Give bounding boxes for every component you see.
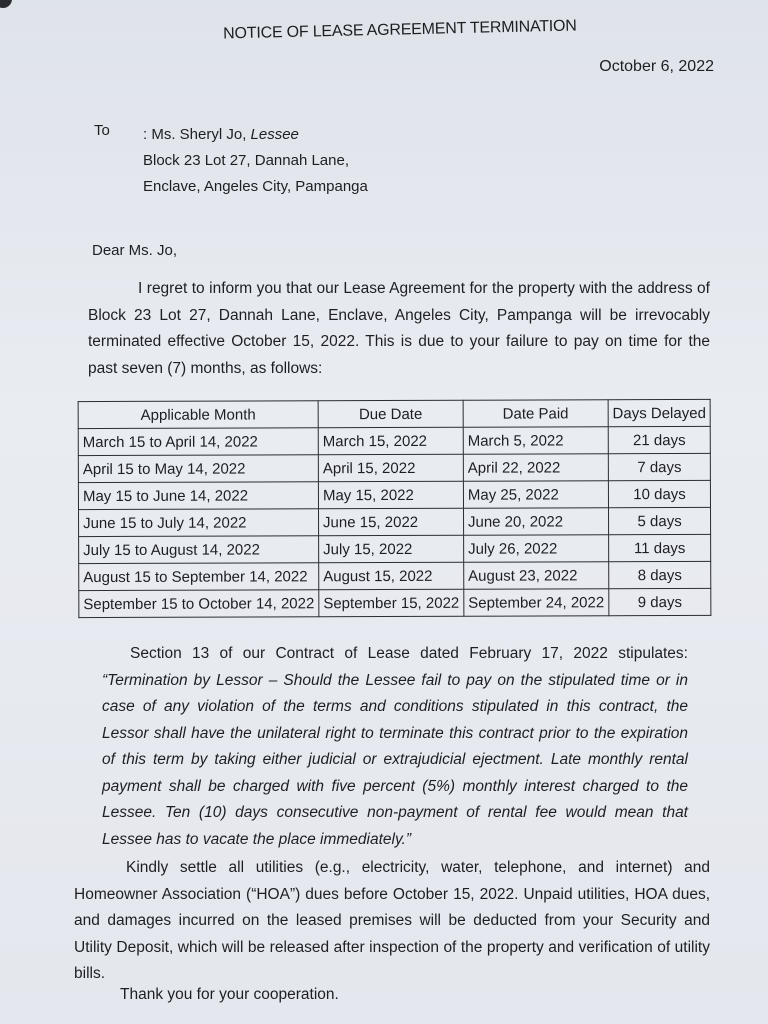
paragraph-contract-section bbox=[102, 641, 688, 853]
contract-quote: “Termination by Lessor – Should the Lessee fail to pay on the stipulated time or in case of any violation of the terms and conditions stipulated in this contract, the Lessor shall have the unilateral right to terminate this contract prior to the expiration of this term by taking either judicial or extrajudicial ejectment. Late monthly rental payment shall be charged with five percent (5%) monthly interest charged to the Lessee. Ten (10) days consecutive non-payment of rental fee would mean that Lessee has to vacate the place immediately.” bbox=[102, 671, 688, 848]
recipient-address bbox=[143, 122, 368, 200]
cell-date-paid: March 5, 2022 bbox=[463, 427, 608, 455]
header-date-paid: Date Paid bbox=[463, 400, 608, 428]
address-line-1: Block 23 Lot 27, Dannah Lane, bbox=[143, 152, 349, 169]
table-row bbox=[79, 507, 711, 536]
paragraph-utilities: Kindly settle all utilities (e.g., electricity, water, telephone, and internet) and Homeowner Association (“HOA”) dues before October 15, 2022. Unpaid utilities, HOA dues, and damages incurred on the leased premises will be deducted from your Security and Utility Deposit, which will be released after inspection of the property and verification of utility bills. bbox=[74, 859, 710, 982]
salutation: Dear Ms. Jo, bbox=[92, 242, 178, 259]
cell-due-date: July 15, 2022 bbox=[319, 535, 464, 563]
table-row bbox=[78, 426, 710, 455]
header-due-date: Due Date bbox=[318, 400, 463, 428]
cell-applicable-month: April 15 to May 14, 2022 bbox=[78, 455, 318, 483]
table-row bbox=[78, 480, 710, 509]
to-label: To bbox=[94, 122, 110, 139]
cell-days-delayed: 9 days bbox=[609, 588, 711, 615]
cell-due-date: March 15, 2022 bbox=[318, 427, 463, 455]
cell-applicable-month: June 15 to July 14, 2022 bbox=[79, 509, 319, 537]
recipient-role: Lessee bbox=[250, 126, 299, 143]
cell-applicable-month: March 15 to April 14, 2022 bbox=[78, 428, 318, 456]
cell-due-date: April 15, 2022 bbox=[318, 454, 463, 482]
contract-intro: Section 13 of our Contract of Lease dated February 17, 2022 stipulates: bbox=[130, 645, 688, 662]
paragraph-termination: I regret to inform you that our Lease Agreement for the property with the address of Block 23 Lot 27, Dannah Lane, Enclave, Angeles City, Pampanga will be irrevocably terminated effective October 15, 2022. This is due to your failure to pay on time for the past seven (7) months, as follows: bbox=[88, 280, 710, 377]
cell-date-paid: May 25, 2022 bbox=[463, 481, 608, 509]
cell-applicable-month: August 15 to September 14, 2022 bbox=[79, 563, 319, 591]
cell-due-date: September 15, 2022 bbox=[319, 589, 464, 617]
corner-mark bbox=[0, 0, 12, 8]
cell-applicable-month: May 15 to June 14, 2022 bbox=[78, 482, 318, 510]
cell-days-delayed: 8 days bbox=[609, 561, 711, 588]
cell-days-delayed: 21 days bbox=[608, 426, 710, 453]
recipient-name-line bbox=[143, 122, 368, 148]
table-row bbox=[78, 453, 710, 482]
table-header-row bbox=[78, 399, 710, 428]
cell-date-paid: June 20, 2022 bbox=[463, 508, 608, 536]
header-days-delayed: Days Delayed bbox=[608, 399, 710, 426]
table-row bbox=[79, 534, 711, 563]
closing-line: Thank you for your cooperation. bbox=[120, 986, 339, 1003]
cell-applicable-month: September 15 to October 14, 2022 bbox=[79, 590, 319, 618]
cell-date-paid: April 22, 2022 bbox=[463, 454, 608, 482]
cell-applicable-month: July 15 to August 14, 2022 bbox=[79, 536, 319, 564]
cell-due-date: June 15, 2022 bbox=[318, 508, 463, 536]
payment-delay-table bbox=[78, 399, 712, 618]
address-line-2: Enclave, Angeles City, Pampanga bbox=[143, 178, 368, 195]
cell-days-delayed: 7 days bbox=[608, 453, 710, 480]
cell-date-paid: August 23, 2022 bbox=[464, 562, 609, 590]
cell-date-paid: September 24, 2022 bbox=[464, 589, 609, 617]
document-title: NOTICE OF LEASE AGREEMENT TERMINATION bbox=[223, 17, 577, 43]
cell-days-delayed: 11 days bbox=[608, 534, 710, 561]
cell-due-date: August 15, 2022 bbox=[319, 562, 464, 590]
letter-date: October 6, 2022 bbox=[599, 58, 714, 75]
recipient-name: : Ms. Sheryl Jo, bbox=[143, 126, 251, 143]
table-row bbox=[79, 588, 711, 617]
cell-due-date: May 15, 2022 bbox=[318, 481, 463, 509]
table-row bbox=[79, 561, 711, 590]
header-applicable-month: Applicable Month bbox=[78, 401, 318, 429]
cell-days-delayed: 10 days bbox=[608, 480, 710, 507]
cell-date-paid: July 26, 2022 bbox=[464, 535, 609, 563]
cell-days-delayed: 5 days bbox=[608, 507, 710, 534]
